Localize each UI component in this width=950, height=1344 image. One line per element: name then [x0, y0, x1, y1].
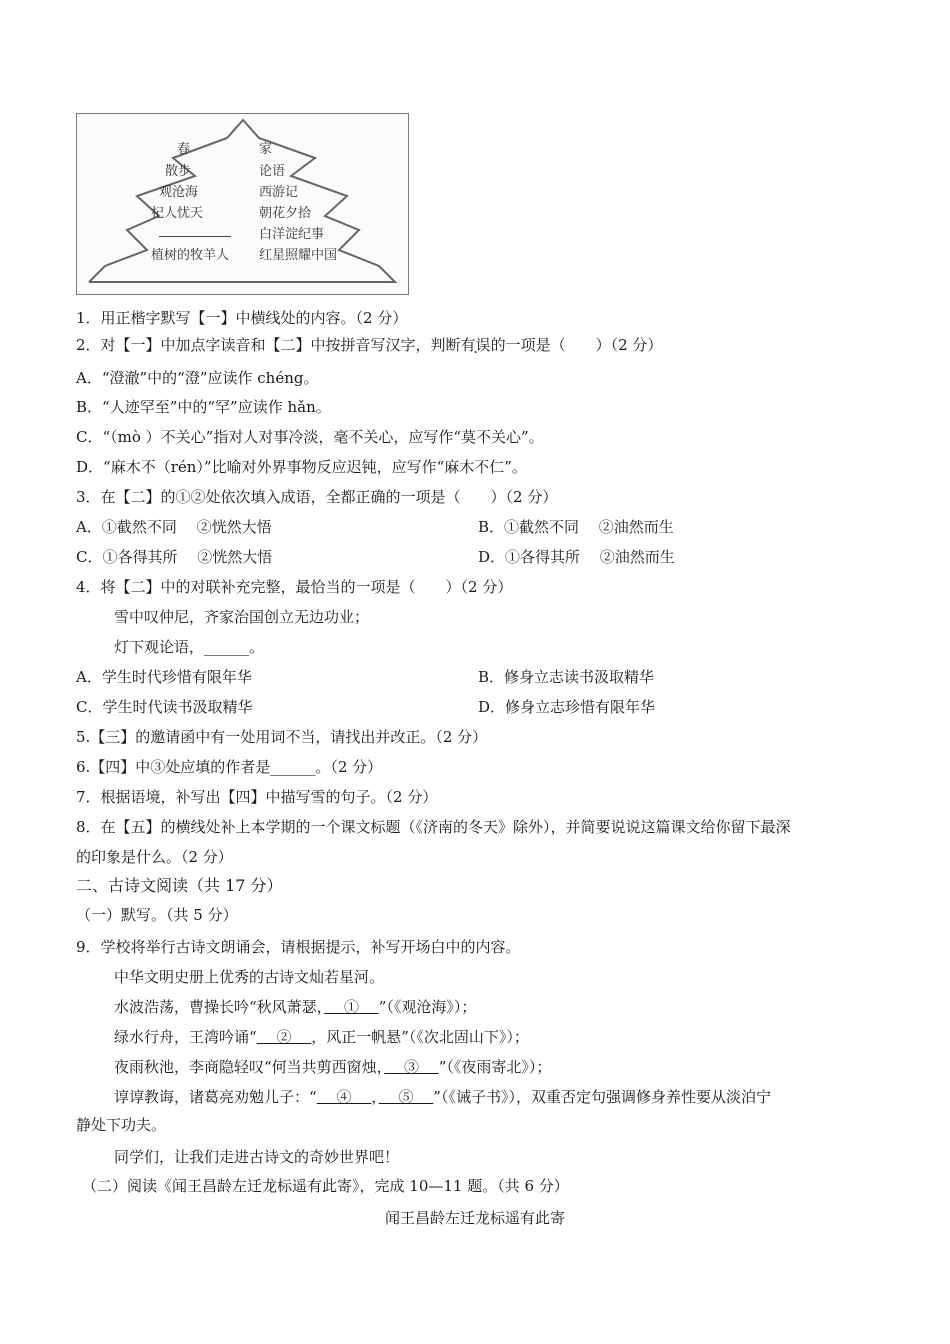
- question-9: 9．学校将举行古诗文朗诵会，请根据提示，补写开场白中的内容。: [76, 938, 521, 956]
- tree-right-1: 家: [259, 142, 273, 157]
- line-5-comma: ，: [371, 1088, 379, 1106]
- line-4-source: ”（《夜雨寄北》）；: [438, 1058, 552, 1076]
- line-5-text: 谆谆教诲，诸葛亮劝勉儿子：“: [114, 1088, 317, 1106]
- question-2-option-c: C．“（mò ）不关心”指对人对事冷淡，毫不关心，应写作“莫不关心”。: [76, 428, 544, 446]
- section-2-heading: 二、古诗文阅读（共 17 分）: [76, 876, 283, 895]
- blank-5: ⑤: [378, 1088, 434, 1106]
- question-3-option-b: B．①截然不同 ②油然而生: [478, 518, 674, 536]
- question-2-emphasis: 有误: [460, 336, 491, 354]
- couplet-line-2: 灯下观论语，______。: [114, 638, 265, 656]
- question-9-line-5: [114, 1087, 771, 1107]
- blank-1: ①: [324, 998, 379, 1016]
- tree-left-1: 春: [177, 142, 191, 157]
- line-2-text: 水波浩荡，曹操长吟“秋风萧瑟，: [114, 998, 325, 1016]
- line-5-source: ”（《诫子书》），双重否定句强调修身养性要从淡泊宁: [433, 1088, 771, 1106]
- line-3-text: 绿水行舟，王湾吟诵“: [114, 1028, 257, 1046]
- question-9-line-6: 静处下功夫。: [76, 1116, 167, 1134]
- question-9-line-7: 同学们，让我们走进古诗文的奇妙世界吧！: [114, 1148, 400, 1166]
- question-9-line-2: [114, 997, 476, 1017]
- tree-left-6: 植树的牧羊人: [151, 248, 230, 263]
- blank-2: ②: [256, 1028, 312, 1046]
- question-2-option-d: D．“麻木不（rén）”比喻对外界事物反应迟钝，应写作“麻木不仁”。: [76, 458, 527, 476]
- question-8-line-1: 8．在【五】的横线处补上本学期的一个课文标题（《济南的冬天》除外），并简要说说这篇课文给你留下最深: [76, 818, 791, 836]
- question-4-option-a: A．学生时代珍惜有限年华: [76, 668, 252, 686]
- question-4: 4．将【二】中的对联补充完整，最恰当的一项是（ ）（2 分）: [76, 578, 513, 596]
- question-5: 5.【三】的邀请函中有一处用词不当，请找出并改正。（2 分）: [76, 728, 488, 746]
- poem-title: 闻王昌龄左迁龙标遥有此寄: [384, 1209, 565, 1227]
- question-3-option-c: C．①各得其所 ②恍然大悟: [76, 548, 273, 566]
- tree-right-2: 论语: [259, 164, 286, 179]
- tree-left-2: 散步: [165, 164, 192, 179]
- question-4-option-d: D．修身立志珍惜有限年华: [478, 698, 656, 716]
- question-9-line-4: [114, 1057, 551, 1077]
- section-2-2-heading: （二）阅读《闻王昌龄左迁龙标遥有此寄》，完成 10—11 题。（共 6 分）: [82, 1177, 569, 1195]
- question-4-option-b: B．修身立志读书汲取精华: [478, 668, 655, 686]
- blank-4: ④: [316, 1088, 372, 1106]
- question-2: [76, 335, 662, 355]
- question-6: 6.【四】中③处应填的作者是______。（2 分）: [76, 758, 383, 776]
- tree-right-6: 红星照耀中国: [259, 248, 338, 263]
- couplet-line-1: 雪中叹仲尼，齐家治国创立无边功业；: [114, 608, 370, 626]
- question-4-option-c: C．学生时代读书汲取精华: [76, 698, 253, 716]
- question-3-option-d: D．①各得其所 ②油然而生: [478, 548, 675, 566]
- question-7: 7．根据语境，补写出【四】中描写雪的句子。（2 分）: [76, 788, 438, 806]
- question-9-line-3: [114, 1027, 529, 1047]
- tree-right-3: 西游记: [259, 185, 299, 200]
- question-1: 1．用正楷字默写【一】中横线处的内容。（2 分）: [76, 309, 408, 327]
- tree-right-4: 朝花夕拾: [259, 206, 312, 221]
- question-2-option-b: B．“人迹罕至”中的“罕”应读作 hǎn。: [76, 398, 331, 416]
- question-9-line-1: 中华文明史册上优秀的古诗文灿若星河。: [114, 968, 385, 986]
- question-2-option-a: A．“澄澈”中的“澄”应读作 chéng。: [76, 369, 319, 387]
- line-3-source: ，风正一帆悬”（《次北固山下》）；: [311, 1028, 529, 1046]
- tree-blank-line: [159, 236, 231, 237]
- tree-right-5: 白洋淀纪事: [259, 227, 325, 242]
- question-3: 3．在【二】的①②处依次填入成语，全都正确的一项是（ ）（2 分）: [76, 488, 558, 506]
- tree-left-3: 观沧海: [159, 185, 199, 200]
- tree-left-4: 杞人忧天: [151, 206, 204, 221]
- question-3-option-a: A．①截然不同 ②恍然大悟: [76, 518, 272, 536]
- question-2-text-b: 的一项是（ ）（2 分）: [490, 336, 663, 354]
- tree-outline-icon: [77, 114, 410, 296]
- section-2-1-heading: （一）默写。（共 5 分）: [76, 906, 238, 924]
- question-2-text-a: 2．对【一】中加点字读音和【二】中按拼音写汉字，判断: [76, 336, 461, 354]
- line-2-source: ”（《观沧海》）；: [378, 998, 477, 1016]
- question-8-line-2: 的印象是什么。（2 分）: [76, 848, 233, 866]
- blank-3: ③: [384, 1058, 439, 1076]
- tree-figure: [76, 113, 409, 295]
- line-4-text: 夜雨秋池，李商隐轻叹“何当共剪西窗烛，: [114, 1058, 385, 1076]
